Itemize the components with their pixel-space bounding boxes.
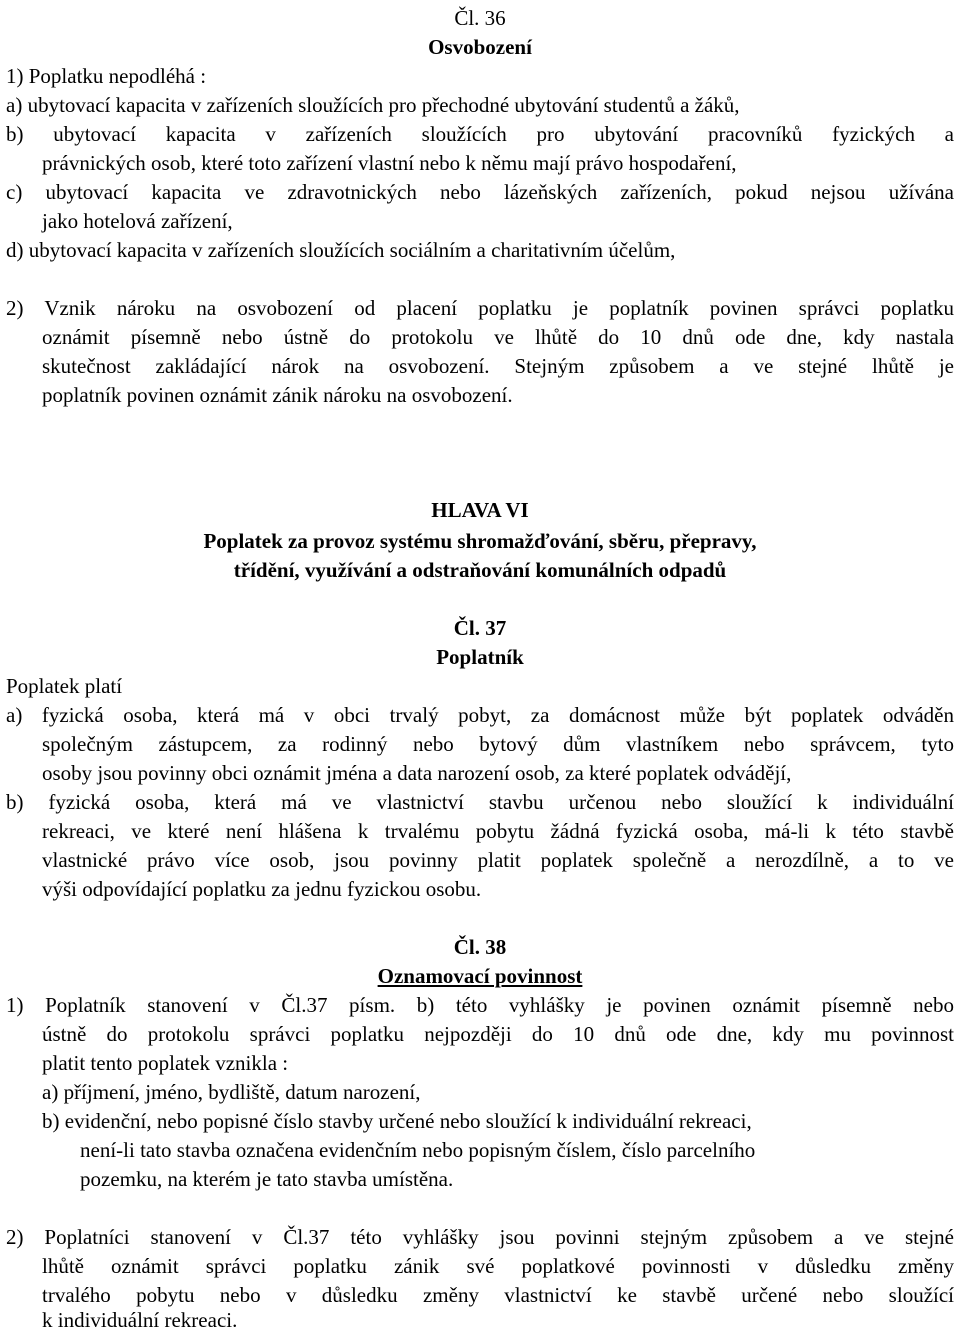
- art38-p2-line2: lhůtě oznámit správci poplatku zánik své poplatkové povinnosti v důsledku změny: [42, 1254, 954, 1278]
- art38-p2-line3: trvalého pobytu nebo v důsledku změny vlastnictví ke stavbě určené nebo sloužící: [42, 1283, 954, 1307]
- article-38-title: Oznamovací povinnost: [377, 964, 583, 988]
- art37-b-line4: výši odpovídající poplatku za jednu fyzickou osobu.: [42, 877, 482, 901]
- art37-a-line3: osoby jsou povinny obci oznámit jména a data narození osob, za které poplatek odvádějí,: [42, 761, 792, 785]
- art37-intro: Poplatek platí: [6, 674, 123, 698]
- art36-p2-line3: skutečnost zakládající nárok na osvobození. Stejným způsobem a ve stejné lhůtě je: [42, 354, 954, 378]
- art36-item-c-line1: c) ubytovací kapacita ve zdravotnických nebo lázeňských zařízeních, pokud nejsou užívána: [6, 180, 954, 204]
- art38-p1-line3: platit tento poplatek vznikla :: [42, 1051, 289, 1075]
- article-37-number: Čl. 37: [453, 616, 507, 640]
- art38-item-a: a) příjmení, jméno, bydliště, datum narození,: [42, 1080, 421, 1104]
- art38-item-b-line2: není-li tato stavba označena evidenčním nebo popisným číslem, číslo parcelního: [80, 1138, 756, 1162]
- art36-item-b-line1: b) ubytovací kapacita v zařízeních sloužících pro ubytování pracovníků fyzických a: [6, 122, 954, 146]
- art36-p2-line1: 2) Vznik nároku na osvobození od placení poplatku je poplatník povinen správci poplatku: [6, 296, 954, 320]
- chapter-heading: HLAVA VI: [431, 498, 529, 522]
- art36-item-b-line2: právnických osob, které toto zařízení vlastní nebo k němu mají právo hospodaření,: [42, 151, 737, 175]
- art38-p1-line2: ústně do protokolu správci poplatku nejpozději do 10 dnů ode dne, kdy mu povinnost: [42, 1022, 954, 1046]
- chapter-title-line1: Poplatek za provoz systému shromažďování, sběru, přepravy,: [203, 529, 757, 553]
- art37-a-line2: společným zástupcem, za rodinný nebo bytový dům vlastníkem nebo správcem, tyto: [42, 732, 954, 756]
- art36-item-a: a) ubytovací kapacita v zařízeních sloužících pro přechodné ubytování studentů a žáků,: [6, 93, 740, 117]
- art38-item-b-line3: pozemku, na kterém je tato stavba umístěna.: [80, 1167, 454, 1191]
- art37-b-line2: rekreaci, ve které není hlášena k trvalému pobytu žádná fyzická osoba, má-li k této stavbě: [42, 819, 954, 843]
- article-37-title: Poplatník: [436, 645, 524, 669]
- art36-item-d: d) ubytovací kapacita v zařízeních sloužících sociálním a charitativním účelům,: [6, 238, 676, 262]
- article-36-number: Čl. 36: [454, 6, 506, 30]
- article-36-title: Osvobození: [428, 35, 532, 59]
- art36-p2-line4: poplatník povinen oznámit zánik nároku na osvobození.: [42, 383, 513, 407]
- art37-b-line1: b) fyzická osoba, která má ve vlastnictví stavbu určenou nebo sloužící k individuální: [6, 790, 954, 814]
- article-38-number: Čl. 38: [453, 935, 507, 959]
- art37-b-line3: vlastnické právo více osob, jsou povinny platit poplatek společně a nerozdílně, a to ve: [42, 848, 954, 872]
- art38-item-b-line1: b) evidenční, nebo popisné číslo stavby určené nebo sloužící k individuální rekreaci,: [42, 1109, 752, 1133]
- art38-p2-line1: 2) Poplatníci stanovení v Čl.37 této vyhlášky jsou povinni stejným způsobem a ve stejné: [6, 1225, 954, 1249]
- art36-p2-line2: oznámit písemně nebo ústně do protokolu ve lhůtě do 10 dnů ode dne, kdy nastala: [42, 325, 954, 349]
- art38-p1-line1: 1) Poplatník stanovení v Čl.37 písm. b) této vyhlášky je povinen oznámit písemně nebo: [6, 993, 954, 1017]
- art38-p2-line4: k individuální rekreaci.: [42, 1308, 238, 1332]
- art36-item-c-line2: jako hotelová zařízení,: [42, 209, 233, 233]
- art36-p1-intro: 1) Poplatku nepodléhá :: [6, 64, 207, 88]
- art37-a-line1: a) fyzická osoba, která má v obci trvalý pobyt, za domácnost může být poplatek odváděn: [6, 703, 954, 727]
- chapter-title-line2: třídění, využívání a odstraňování komunálních odpadů: [233, 558, 727, 582]
